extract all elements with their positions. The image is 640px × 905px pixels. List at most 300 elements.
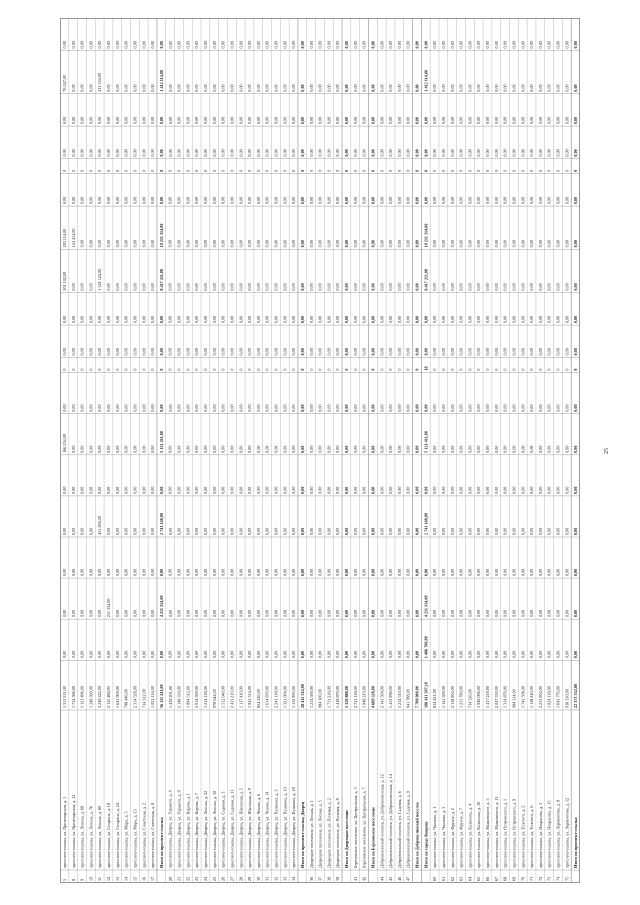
value-cell: 0,00 bbox=[255, 527, 261, 535]
value-cell: 0,00 bbox=[485, 650, 491, 659]
value-cell: 0,00 bbox=[211, 240, 217, 248]
value-cell: 0 bbox=[150, 368, 156, 371]
address-cell: проспект-ссылка, ул. Островского, д. 1 bbox=[502, 798, 508, 869]
row-number: 71 bbox=[529, 876, 535, 881]
value-cell: 0,00 bbox=[396, 149, 402, 157]
value-cell bbox=[330, 18, 337, 20]
value-cell: 2 741 118,00 bbox=[352, 686, 358, 708]
address-cell: проспект-ссылка, ул. Фрунзе, д. 2 bbox=[449, 808, 455, 869]
value-cell: 2 314 528,00 bbox=[132, 686, 138, 708]
value-cell: 0,00 bbox=[150, 527, 156, 535]
value-cell: 0,00 bbox=[326, 348, 332, 356]
value-cell: 0,00 bbox=[291, 609, 297, 618]
value-cell: 0 bbox=[176, 368, 182, 371]
value-cell: 0,00 bbox=[282, 116, 288, 125]
value-cell: 0,00 bbox=[555, 650, 561, 659]
value-cell: 0,00 bbox=[476, 84, 482, 92]
value-cell: 0,00 bbox=[176, 41, 182, 49]
address-cell: проспект-ссылка, ул. Некрасова, д. 15 bbox=[546, 800, 552, 869]
value-cell: 0,00 bbox=[220, 315, 226, 324]
value-cell: 0,00 bbox=[414, 348, 420, 356]
value-cell: 0,00 bbox=[396, 486, 402, 494]
value-cell: 0 bbox=[511, 368, 517, 371]
value-cell: 0,00 bbox=[537, 348, 543, 356]
address-cell: Итого по проспект-ссылка bbox=[573, 817, 579, 869]
value-cell: 0,00 bbox=[573, 196, 579, 205]
value-cell: 0,00 bbox=[70, 315, 76, 324]
value-cell: 0,00 bbox=[493, 445, 499, 453]
value-cell: 0,00 bbox=[141, 315, 147, 324]
value-cell: 0 bbox=[493, 169, 499, 172]
row-number: 8 bbox=[70, 878, 76, 881]
value-cell: 0,00 bbox=[370, 84, 376, 92]
value-cell: 0,00 bbox=[70, 196, 76, 205]
address-cell: проспект-ссылка, ул. Островского, д. 9 bbox=[511, 798, 517, 869]
value-cell: 0,00 bbox=[79, 445, 85, 453]
value-cell: 0,00 bbox=[449, 609, 455, 618]
row-number: 5 bbox=[61, 878, 67, 881]
value-cell: 0,00 bbox=[167, 240, 173, 248]
value-cell bbox=[154, 18, 161, 20]
value-cell: 0,00 bbox=[440, 527, 446, 535]
address-cell: Дворецкое поселение, ул. Лесная, д. 1 bbox=[308, 800, 314, 869]
value-cell: 0,00 bbox=[185, 315, 191, 324]
value-cell: 5 328 888,00 bbox=[344, 686, 350, 708]
value-cell: 0,00 bbox=[176, 404, 182, 412]
value-cell: 0 bbox=[476, 368, 482, 371]
value-cell: 0,00 bbox=[185, 41, 191, 49]
value-cell: 0,00 bbox=[61, 486, 67, 494]
value-cell: 2 411 210,00 bbox=[229, 686, 235, 708]
value-cell: 0,00 bbox=[150, 41, 156, 49]
value-cell: 1 412 114,00 bbox=[158, 69, 164, 92]
value-cell: 0,00 bbox=[176, 196, 182, 205]
value-cell: 0,00 bbox=[537, 486, 543, 494]
value-cell: 0,00 bbox=[361, 348, 367, 356]
value-cell: 0,00 bbox=[185, 283, 191, 291]
value-cell: 0,00 bbox=[167, 568, 173, 577]
value-cell: 0,00 bbox=[432, 84, 438, 92]
value-cell: 0 bbox=[185, 368, 191, 371]
value-cell: 0,00 bbox=[326, 650, 332, 659]
value-cell: 0 bbox=[88, 169, 94, 172]
value-cell: 0,00 bbox=[361, 41, 367, 49]
value-cell: 1 614 870,00 bbox=[264, 686, 270, 708]
value-cell: 0,00 bbox=[123, 240, 129, 248]
value-cell: 0,00 bbox=[220, 609, 226, 618]
value-cell: 0,00 bbox=[555, 84, 561, 92]
value-cell: 0,00 bbox=[423, 348, 429, 356]
value-cell: 0,00 bbox=[317, 609, 323, 618]
value-cell: 0,00 bbox=[432, 609, 438, 618]
value-cell: 0,00 bbox=[282, 348, 288, 356]
value-cell: 0,00 bbox=[70, 149, 76, 157]
value-cell: 0,00 bbox=[203, 41, 209, 49]
value-cell: 0 bbox=[396, 169, 402, 172]
value-cell: 0,00 bbox=[106, 149, 112, 157]
value-cell: 0,00 bbox=[335, 149, 341, 157]
value-cell: 0,00 bbox=[255, 196, 261, 205]
value-cell: 0,00 bbox=[449, 283, 455, 291]
value-cell: 0,00 bbox=[529, 609, 535, 618]
value-cell: 0,00 bbox=[141, 196, 147, 205]
value-cell: 0,00 bbox=[114, 348, 120, 356]
value-cell: 0,00 bbox=[291, 527, 297, 535]
value-cell: 0,00 bbox=[79, 404, 85, 412]
value-cell: 0,00 bbox=[282, 486, 288, 494]
value-cell bbox=[445, 18, 452, 20]
value-cell: 0,00 bbox=[106, 404, 112, 412]
value-cell: 0,00 bbox=[361, 240, 367, 248]
value-cell: 0,00 bbox=[564, 650, 570, 659]
value-cell: 0,00 bbox=[546, 84, 552, 92]
value-cell: 0,00 bbox=[141, 650, 147, 659]
value-cell: 0,00 bbox=[379, 568, 385, 577]
value-cell: 0,00 bbox=[555, 41, 561, 49]
value-cell: 0,00 bbox=[203, 348, 209, 356]
value-cell: 0,00 bbox=[299, 527, 305, 535]
address-cell: проспект-ссылка, ул. Ленина, д. 80 bbox=[97, 805, 103, 869]
value-cell: 0,00 bbox=[405, 41, 411, 49]
value-cell: 0,00 bbox=[299, 650, 305, 659]
value-cell: 0,00 bbox=[88, 84, 94, 92]
value-cell: 0 bbox=[344, 169, 350, 172]
value-cell: 0,00 bbox=[141, 41, 147, 49]
row-number: 75 bbox=[564, 876, 570, 881]
value-cell: 0,00 bbox=[414, 527, 420, 535]
value-cell: 0,00 bbox=[467, 445, 473, 453]
value-cell: 0,00 bbox=[88, 609, 94, 618]
value-cell: 0 bbox=[247, 368, 253, 371]
value-cell: 0,00 bbox=[379, 486, 385, 494]
value-cell: 0,00 bbox=[70, 348, 76, 356]
value-cell: 0,00 bbox=[308, 84, 314, 92]
value-cell: 0,00 bbox=[388, 283, 394, 291]
value-cell: 0,00 bbox=[158, 315, 164, 324]
value-cell: 0,00 bbox=[388, 149, 394, 157]
value-cell: 0,00 bbox=[264, 486, 270, 494]
value-cell: 0,00 bbox=[282, 41, 288, 49]
value-cell: 0,00 bbox=[326, 283, 332, 291]
value-cell: 0,00 bbox=[405, 196, 411, 205]
value-cell: 0,00 bbox=[150, 486, 156, 494]
row-number: 44 bbox=[379, 876, 385, 881]
data-table bbox=[60, 18, 580, 883]
value-cell: 0,00 bbox=[467, 348, 473, 356]
value-cell: 0,00 bbox=[361, 486, 367, 494]
value-cell: 0,00 bbox=[520, 41, 526, 49]
value-cell: 0,00 bbox=[573, 445, 579, 453]
value-cell: 0 bbox=[167, 368, 173, 371]
value-cell: 0,00 bbox=[555, 445, 561, 453]
value-cell: 0,00 bbox=[573, 283, 579, 291]
row-number: 21 bbox=[176, 876, 182, 881]
value-cell: 0,00 bbox=[185, 149, 191, 157]
value-cell bbox=[348, 18, 355, 19]
value-cell: 0,00 bbox=[70, 116, 76, 125]
value-cell: 0,00 bbox=[370, 315, 376, 324]
value-cell: 0,00 bbox=[79, 348, 85, 356]
value-cell: 0,00 bbox=[502, 348, 508, 356]
value-cell: 0,00 bbox=[88, 486, 94, 494]
value-cell: 0,00 bbox=[264, 116, 270, 125]
value-cell: 7 708 900,00 bbox=[414, 686, 420, 708]
value-cell: 0 bbox=[158, 368, 164, 371]
address-cell: проспект-ссылка, ул. Лермонтова, д. 8 bbox=[555, 799, 561, 869]
value-cell: 0,00 bbox=[326, 196, 332, 205]
address-cell: проспект-ссылка, ул. Чкалова, д. 3 bbox=[440, 806, 446, 869]
value-cell: 0,00 bbox=[97, 404, 103, 412]
value-cell: 0,00 bbox=[396, 116, 402, 125]
value-cell: 0,00 bbox=[555, 568, 561, 577]
value-cell: 0,00 bbox=[555, 149, 561, 157]
value-cell: 0,00 bbox=[493, 348, 499, 356]
value-cell: 0,00 bbox=[264, 196, 270, 205]
value-cell: 1 117 410,00 bbox=[238, 686, 244, 708]
value-cell: 0,00 bbox=[414, 315, 420, 324]
value-cell: 0,00 bbox=[458, 149, 464, 157]
value-cell: 0,00 bbox=[352, 348, 358, 356]
value-cell: 0,00 bbox=[238, 283, 244, 291]
value-cell: 0,00 bbox=[396, 568, 402, 577]
value-cell: 0,00 bbox=[211, 149, 217, 157]
value-cell: 3 248 222,00 bbox=[97, 686, 103, 708]
value-cell: 0,00 bbox=[211, 283, 217, 291]
address-cell: проспект-ссылка, ул. Мира, д. 13 bbox=[132, 809, 138, 869]
value-cell: 0,00 bbox=[114, 568, 120, 577]
value-cell: 0,00 bbox=[511, 527, 517, 535]
address-cell: проспект-ссылка, Дворец, ул. Садовая, д. 11 bbox=[229, 789, 235, 869]
value-cell: 451 294,00 bbox=[97, 516, 103, 535]
value-cell bbox=[480, 18, 487, 20]
value-cell: 0,00 bbox=[396, 445, 402, 453]
value-cell: 0,00 bbox=[185, 568, 191, 577]
value-cell: 0 bbox=[70, 368, 76, 371]
value-cell: 0,00 bbox=[61, 196, 67, 205]
value-cell: 0,00 bbox=[97, 348, 103, 356]
value-cell: 0,00 bbox=[493, 486, 499, 494]
address-cell: проспект-ссылка, Дворец, ул. Ленина, д. 30 bbox=[211, 790, 217, 869]
value-cell: 1 214 118,00 bbox=[203, 686, 209, 708]
row-number: 62 bbox=[449, 876, 455, 881]
value-cell: 0,00 bbox=[176, 568, 182, 577]
value-cell: 0,00 bbox=[132, 116, 138, 125]
value-cell: 0,00 bbox=[485, 196, 491, 205]
value-cell: 0,00 bbox=[238, 149, 244, 157]
value-cell: 0,00 bbox=[573, 609, 579, 618]
address-cell: Итого по проспект-ссылка, Дворец bbox=[299, 801, 305, 869]
value-cell: 0,00 bbox=[485, 116, 491, 125]
value-cell: 0,00 bbox=[132, 315, 138, 324]
value-cell: 0,00 bbox=[414, 84, 420, 92]
value-cell: 1 948 006,00 bbox=[476, 686, 482, 708]
value-cell: 1 418 201,00 bbox=[167, 686, 173, 708]
value-cell: 0 bbox=[564, 169, 570, 172]
value-cell: 0,00 bbox=[511, 315, 517, 324]
address-cell: Итого по Березовское поселение bbox=[370, 807, 376, 869]
row-number: 46 bbox=[396, 876, 402, 881]
value-cell: 0,00 bbox=[88, 404, 94, 412]
value-cell: 0,00 bbox=[203, 650, 209, 659]
value-cell: 0,00 bbox=[546, 486, 552, 494]
value-cell: 0,00 bbox=[502, 650, 508, 659]
value-cell: 0,00 bbox=[493, 404, 499, 412]
value-cell: 0,00 bbox=[308, 196, 314, 205]
value-cell: 0,00 bbox=[564, 445, 570, 453]
value-cell: 0,00 bbox=[326, 568, 332, 577]
value-cell: 0,00 bbox=[317, 240, 323, 248]
value-cell: 0,00 bbox=[194, 404, 200, 412]
value-cell: 0,00 bbox=[467, 196, 473, 205]
value-cell: 0,00 bbox=[476, 116, 482, 125]
value-cell: 0 bbox=[573, 368, 579, 371]
value-cell bbox=[181, 18, 188, 20]
value-cell: 0,00 bbox=[546, 348, 552, 356]
value-cell: 0,00 bbox=[449, 84, 455, 92]
value-cell: 0,00 bbox=[432, 568, 438, 577]
value-cell: 0,00 bbox=[282, 609, 288, 618]
value-cell: 0 bbox=[132, 368, 138, 371]
value-cell: 0,00 bbox=[546, 149, 552, 157]
value-cell: 0 bbox=[255, 368, 261, 371]
value-cell: 0,00 bbox=[493, 196, 499, 205]
value-cell: 0,00 bbox=[546, 527, 552, 535]
value-cell: 0,00 bbox=[502, 240, 508, 248]
value-cell: 1 711 218,00 bbox=[326, 686, 332, 708]
value-cell bbox=[251, 18, 258, 20]
value-cell: 0,00 bbox=[229, 240, 235, 248]
value-cell: 0,00 bbox=[555, 283, 561, 291]
address-cell: проспект-ссылка, ул. Калинина, д. 10 bbox=[476, 801, 482, 869]
value-cell: 0,00 bbox=[88, 650, 94, 659]
value-cell: 0,00 bbox=[388, 116, 394, 125]
value-cell: 0 bbox=[493, 368, 499, 371]
value-cell: 0,00 bbox=[282, 404, 288, 412]
value-cell: 0,00 bbox=[458, 240, 464, 248]
value-cell: 0,00 bbox=[493, 315, 499, 324]
value-cell: 0,00 bbox=[79, 486, 85, 494]
value-cell: 0,00 bbox=[70, 486, 76, 494]
value-cell: 0 bbox=[405, 169, 411, 172]
value-cell: 0,00 bbox=[361, 116, 367, 125]
value-cell: 0,00 bbox=[388, 404, 394, 412]
value-cell: 0,00 bbox=[449, 348, 455, 356]
value-cell: 0,00 bbox=[458, 283, 464, 291]
value-cell: 0,00 bbox=[361, 283, 367, 291]
value-cell: 0,00 bbox=[467, 527, 473, 535]
value-cell: 0,00 bbox=[511, 41, 517, 49]
address-cell: Доброволинский поселок, ул. Доброволинская, д. 12 bbox=[379, 774, 385, 869]
value-cell: 0,00 bbox=[167, 445, 173, 453]
value-cell: 2 241 118,00 bbox=[273, 686, 279, 708]
value-cell: 0,00 bbox=[211, 116, 217, 125]
value-cell bbox=[454, 18, 461, 20]
value-cell: 0 bbox=[229, 169, 235, 172]
value-cell: 0,00 bbox=[388, 486, 394, 494]
value-cell: 0,00 bbox=[511, 84, 517, 92]
value-cell: 0,00 bbox=[440, 116, 446, 125]
row-number: 16 bbox=[141, 876, 147, 881]
value-cell: 0,00 bbox=[335, 315, 341, 324]
value-cell: 4 211 314,00 bbox=[423, 595, 429, 618]
value-cell: 0,00 bbox=[511, 650, 517, 659]
value-cell: 0,00 bbox=[114, 445, 120, 453]
value-cell: 0 bbox=[317, 169, 323, 172]
value-cell: 0,00 bbox=[511, 568, 517, 577]
value-cell bbox=[524, 18, 531, 20]
value-cell: 4 689 328,00 bbox=[370, 686, 376, 708]
value-cell: 0,00 bbox=[405, 527, 411, 535]
value-cell: 0,00 bbox=[546, 404, 552, 412]
address-cell: проспект-ссылка, ул. Маяковского, д. 11 bbox=[493, 796, 499, 869]
value-cell: 0,00 bbox=[396, 196, 402, 205]
value-cell: 0,00 bbox=[352, 609, 358, 618]
value-cell: 0,00 bbox=[335, 348, 341, 356]
value-cell: 0,00 bbox=[546, 283, 552, 291]
value-cell: 0,00 bbox=[423, 404, 429, 412]
value-cell: 0,00 bbox=[308, 486, 314, 494]
value-cell: 0,00 bbox=[211, 486, 217, 494]
value-cell: 0,00 bbox=[229, 41, 235, 49]
value-cell: 0,00 bbox=[247, 348, 253, 356]
value-cell: 0,00 bbox=[150, 404, 156, 412]
value-cell: 0,00 bbox=[150, 84, 156, 92]
value-cell: 0,00 bbox=[247, 149, 253, 157]
value-cell: 0,00 bbox=[88, 283, 94, 291]
value-cell: 0,00 bbox=[167, 283, 173, 291]
address-cell: проспект-ссылка, ул. Ленина, д. 68 bbox=[79, 805, 85, 869]
value-cell: 0,00 bbox=[123, 527, 129, 535]
value-cell: 0,00 bbox=[467, 568, 473, 577]
value-cell: 0 bbox=[114, 368, 120, 371]
value-cell: 0,00 bbox=[388, 315, 394, 324]
value-cell: 1 214 500,00 bbox=[308, 686, 314, 708]
value-cell: 0,00 bbox=[79, 609, 85, 618]
value-cell: 0,00 bbox=[317, 84, 323, 92]
address-cell: Доброволинский поселок, ул. Садовая, д. 9 bbox=[405, 791, 411, 869]
value-cell: 0,00 bbox=[520, 84, 526, 92]
value-cell bbox=[410, 18, 417, 20]
value-cell: 0,00 bbox=[176, 445, 182, 453]
value-cell: 0,00 bbox=[61, 650, 67, 659]
value-cell: 0,00 bbox=[414, 240, 420, 248]
value-cell: 0,00 bbox=[238, 568, 244, 577]
value-cell: 0 bbox=[546, 368, 552, 371]
page-number: 25 bbox=[604, 448, 610, 454]
address-cell: проспект-ссылка, ул. Некрасова, д. 3 bbox=[537, 802, 543, 869]
value-cell: 1 512 040,00 bbox=[220, 686, 226, 708]
address-cell: проспект-ссылка, Дворец, ул. Пушкина, д. 18 bbox=[291, 787, 297, 869]
value-cell: 798 440,00 bbox=[123, 689, 129, 708]
value-cell: 0,00 bbox=[414, 404, 420, 412]
value-cell bbox=[401, 18, 408, 20]
value-cell: 0,00 bbox=[326, 527, 332, 535]
value-cell: 0,00 bbox=[440, 283, 446, 291]
value-cell: 0,00 bbox=[88, 240, 94, 248]
value-cell: 0,00 bbox=[299, 41, 305, 49]
value-cell: 0,00 bbox=[476, 486, 482, 494]
value-cell: 0,00 bbox=[317, 283, 323, 291]
value-cell: 0,00 bbox=[211, 348, 217, 356]
value-cell: 0,00 bbox=[229, 283, 235, 291]
value-cell: 0,00 bbox=[70, 609, 76, 618]
value-cell: 0,00 bbox=[520, 445, 526, 453]
value-cell: 0,00 bbox=[211, 568, 217, 577]
address-cell: проспект-ссылка, ул. Чкалова, д. 1 bbox=[432, 806, 438, 869]
row-number: 37 bbox=[317, 876, 323, 881]
value-cell: 0,00 bbox=[194, 609, 200, 618]
value-cell: 0 bbox=[273, 169, 279, 172]
